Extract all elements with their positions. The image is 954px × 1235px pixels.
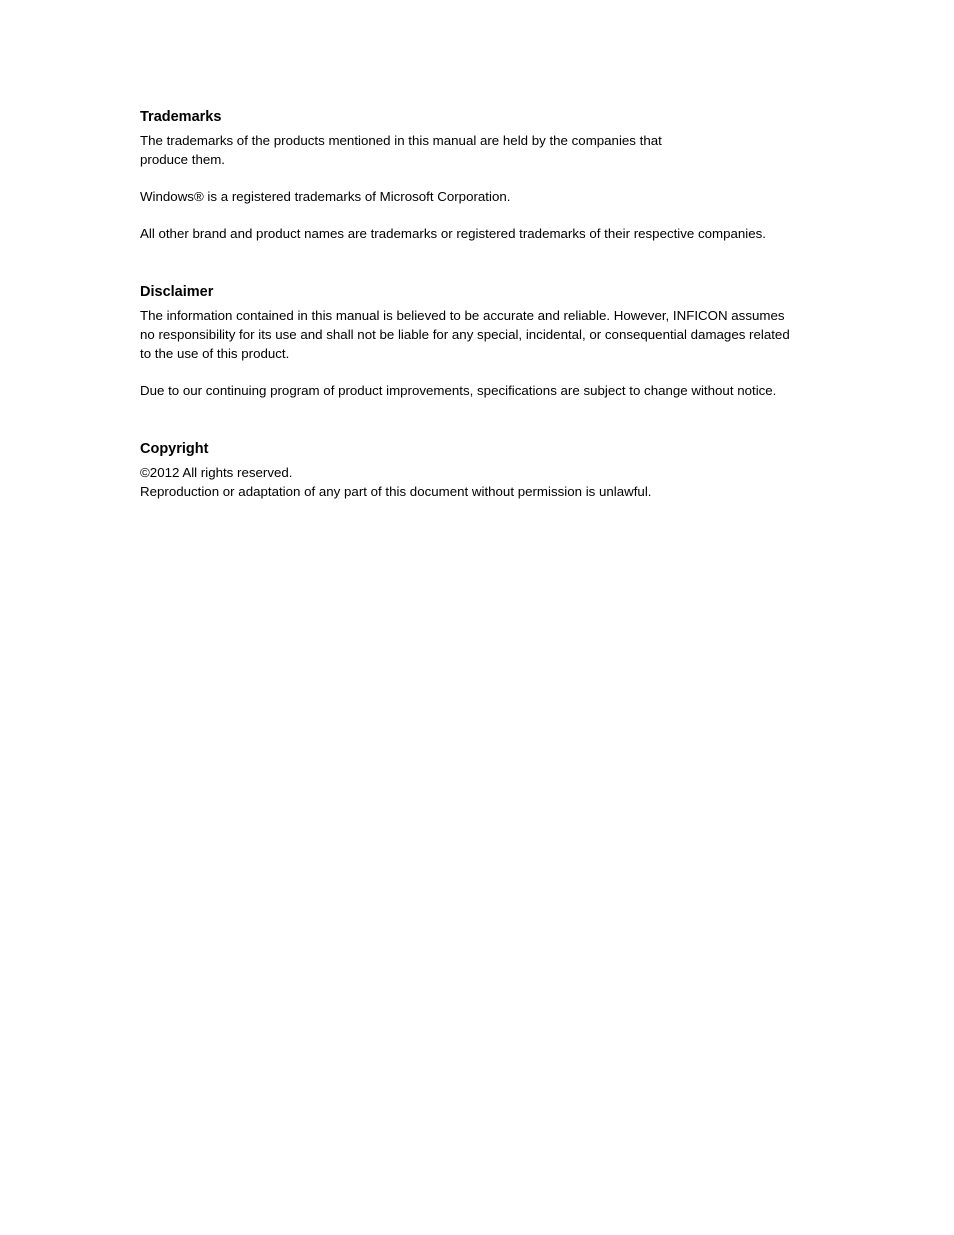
disclaimer-heading: Disclaimer (140, 284, 214, 300)
text-line: Reproduction or adaptation of any part of this document without permission is unlawful. (140, 484, 652, 499)
text-line: The trademarks of the products mentioned in this manual are held by the companies that (140, 133, 662, 148)
text-line: to the use of this product. (140, 346, 290, 361)
copyright-heading: Copyright (140, 441, 209, 457)
trademarks-heading: Trademarks (140, 109, 222, 125)
text-line: Due to our continuing program of product improvements, specifications are subject to change without notice. (140, 383, 777, 398)
text-line: The information contained in this manual is believed to be accurate and reliable. However, INFICON assumes (140, 308, 785, 323)
disclaimer-section (140, 283, 830, 400)
text-line: Windows® is a registered trademarks of Microsoft Corporation. (140, 189, 511, 204)
disclaimer-paragraph-1 (140, 306, 830, 363)
trademarks-paragraph-2 (140, 187, 830, 206)
trademarks-paragraph-3 (140, 224, 830, 243)
text-line: All other brand and product names are trademarks or registered trademarks of their respective companies. (140, 226, 766, 241)
text-line: produce them. (140, 152, 226, 167)
text-line: ©2012 All rights reserved. (140, 465, 293, 480)
disclaimer-paragraph-2 (140, 381, 830, 400)
copyright-section (140, 440, 830, 501)
text-line: no responsibility for its use and shall not be liable for any special, incidental, or consequential damages related (140, 327, 790, 342)
trademarks-section (140, 108, 830, 243)
copyright-paragraph-1 (140, 463, 830, 501)
trademarks-paragraph-1 (140, 131, 830, 169)
legal-notice-page (140, 108, 830, 501)
